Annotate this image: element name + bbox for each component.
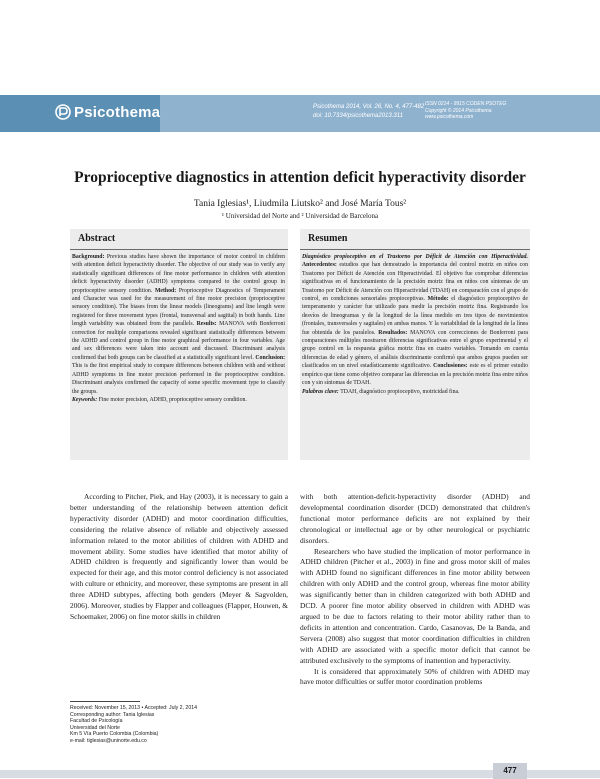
footnote-received: Received: November 15, 2013 • Accepted: July 2, 2014 <box>70 705 197 711</box>
abstract-method-label: Method: <box>154 287 177 294</box>
footnote-faculty: Facultad de Psicología <box>70 718 123 725</box>
abstract-rule <box>70 249 288 250</box>
footnote-address: Km 5 Vía Puerto Colombia (Colombia) <box>70 731 159 738</box>
abstract-background-text: Previous studies have shown the importance of motor control in children with attention deficit hyperactivity disorder. The objective of our study was to verify any statistically significant differences of fine motor performance in children with attention deficit hyperactivity disorder (ADHD) symptoms compared to the control group in proprioceptive sensory condition. <box>72 254 285 294</box>
psicothema-logo-icon <box>55 104 71 120</box>
abstract-conclusion-text: This is the first empirical study to compare differences between children with and without ADHD symptoms in fine motor precision performed in the proprioceptive condition. Discriminant analysis confirmed the capacity of some specific movement type to classify the groups. <box>72 363 285 395</box>
page-number: 477 <box>493 763 527 779</box>
resumen-conclusiones-label: Conclusiones: <box>433 363 468 370</box>
footnote-university: Universidad del Norte <box>70 724 120 731</box>
body-paragraph: with both attention-deficit-hyperactivity disorder (ADHD) and developmental coordination disorder (DCD) demonstrated that children's functional motor performance deficits are not explained by their chronological or intellectual age or by other neurological or psychiatric disorders. <box>300 492 530 545</box>
resumen-antecedentes-text: estudios que han demostrado la importancia del control motriz en niños con Trastorno por Déficit de Atención con Hiperactividad. El objetivo fue comprobar diferencias significativas en el funcionamiento de la precisión motriz fina en niños con síntomas de un Trastorno por Déficit de Atención con Hiperactividad (TDAH) en comparación con el grupo de control, en condiciones sensoriales propioceptivas. <box>302 262 528 303</box>
journal-citation-block <box>313 103 424 121</box>
paper-affiliations: ¹ Universidad del Norte and ² Universidad de Barcelona <box>221 212 379 220</box>
resumen-antecedentes-label: Antecedentes: <box>302 262 337 269</box>
body-paragraph: According to Pitcher, Piek, and Hay (2003), it is necessary to gain a better understanding of the relationship between attention deficit hyperactivity disorder (ADHD) and motor coordination difficulties, considering the relative absence of reliable and objectively assessed information related to the motor abilities of children with ADHD and movement ability. Some studies have identified that motor ability of ADHD children is frequently and significantly lower than would be expected for their age, and this motor control deficiency is not associated with culture or ethnicity, and moreover, these symptoms are present in all three ADHD subtypes, affecting both genders (Meyer & Sagvolden, 2006). Moreover, studies by Flapper and colleagues (Flapper, Houwen, & Schoemaker, 2006) on fine motor skills in children <box>70 492 288 621</box>
journal-doi[interactable]: doi: 10.7334/psicothema2013.311 <box>313 113 403 119</box>
journal-issn: ISSN 0214 - 9915 CODEN PSOTEG <box>425 101 507 107</box>
abstract-background-label: Background: <box>72 254 105 260</box>
body-paragraph: It is considered that approximately 50% of children with ADHD may have motor difficulties or suffer motor coordination problems <box>300 666 530 687</box>
abstract-method-text: Proprioceptive Diagnostics of Temperament and Character was used for the measurement of fine motor precision (proprioceptive sensory condition). The biases from the linear models (lineograms) and line length were registered for three movement types (frontal, transversal and sagittal) in both hands. Line length variability was obtained from the parallels. <box>72 287 285 328</box>
journal-citation: Psicothema 2014, Vol. 26, No. 4, 477-482 <box>313 104 425 110</box>
footnote-corresponding: Corresponding author: Tania Iglesias <box>70 711 155 718</box>
body-right-column <box>300 492 530 754</box>
footnote-rule <box>70 701 140 702</box>
abstract-text <box>72 253 285 458</box>
paper-title: Proprioceptive diagnostics in attention deficit hyperactivity disorder <box>74 169 526 186</box>
footnote-email[interactable]: e-mail: tiglesias@uninorte.edu.co <box>70 737 147 744</box>
paper-authors: Tania Iglesias¹, Liudmila Liutsko² and José María Tous² <box>193 199 407 209</box>
body-left-column <box>70 492 288 621</box>
footnote <box>70 705 197 745</box>
resumen-rule <box>300 249 530 250</box>
abstract-results-label: Results: <box>196 321 217 328</box>
journal-info-block <box>425 101 506 121</box>
body-paragraph: Researchers who have studied the implication of motor performance in ADHD children (Pitcher et al., 2003) in fine and gross motor skill of males with ADHD found no significant differences in fine motor ability between children with only ADHD and the control group, whereas fine motor ability was significantly better than in children categorized with both ADHD and DCD. A poorer fine motor ability observed in children with ADHD was argued to be due to factors relating to their motor ability rather than to deficits in attention and concentration. Cardo, Casanovas, De la Banda, and Servera (2008) also suggest that motor coordination difficulties in children with ADHD are associated with a specific motor deficit that cannot be attributed exclusively to the symptoms of inattention and hyperactivity. <box>300 546 530 665</box>
abstract-keywords-label: Keywords: <box>72 396 98 403</box>
abstract-keywords-text: Fine motor precision, ADHD, proprioceptive sensory condition. <box>97 396 247 403</box>
resumen-conclusiones-text: este es el primer estudio empírico que tiene como objetivo comparar las diferencias en la precisión motriz fina entre niños con y sin síntomas de TDAH. <box>302 363 528 387</box>
resumen-metodo-text: el diagnóstico propioceptivo de temperamento y carácter fue utilizado para medir la precisión motriz fina. Registrando los desvíos de lineogramas y de la longitud de la línea medido en tres tipos de movimientos (frontales, transversales y sagitales) en ambas manos. Y la variabilidad de la longitud de la línea fue obtenida de los paralelos. <box>302 296 528 336</box>
journal-website[interactable]: www.psicothema.com <box>425 114 474 120</box>
journal-logo-text: Psicothema <box>74 104 161 121</box>
resumen-keywords-text: TDAH, diagnóstico propioceptivo, motricidad fina. <box>338 388 460 395</box>
resumen-text <box>302 253 528 458</box>
resumen-keywords-label: Palabras clave: <box>302 388 339 395</box>
abstract-conclusion-label: Conclusion: <box>255 354 286 361</box>
journal-copyright: Copyright © 2014 Psicothema <box>425 107 492 114</box>
resumen-resultados-text: MANOVA con correcciones de Bonferroni para comparaciones múltiples mostraron diferencias significativas entre el grupo experimental y el grupo control en la respuesta gráfica motriz fina en cuatro variables. Tomando en cuenta diferencias de edad y género, el análisis discriminante confirmó que ambos grupos pueden ser clasificados en un nivel estadísticamente significativo. <box>302 329 528 370</box>
resumen-heading: Resumen <box>308 233 348 244</box>
abstract-heading: Abstract <box>78 233 116 244</box>
resumen-resultados-label: Resultados: <box>378 329 408 336</box>
abstract-results-text: MANOVA with Bonferroni correction for multiple comparisons revealed significant statistically differences between the ADHD and control group in fine motor graphical performance in four variables. Age and sex differences were taken into account and discussed. Discriminant analysis confirmed that both groups can be classified at a statistically significant level. <box>72 321 286 361</box>
resumen-title: Diagnóstico propioceptivo en el Trastorno por Déficit de Atención con Hiperactividad. <box>302 254 528 260</box>
resumen-metodo-label: Método: <box>427 296 449 303</box>
